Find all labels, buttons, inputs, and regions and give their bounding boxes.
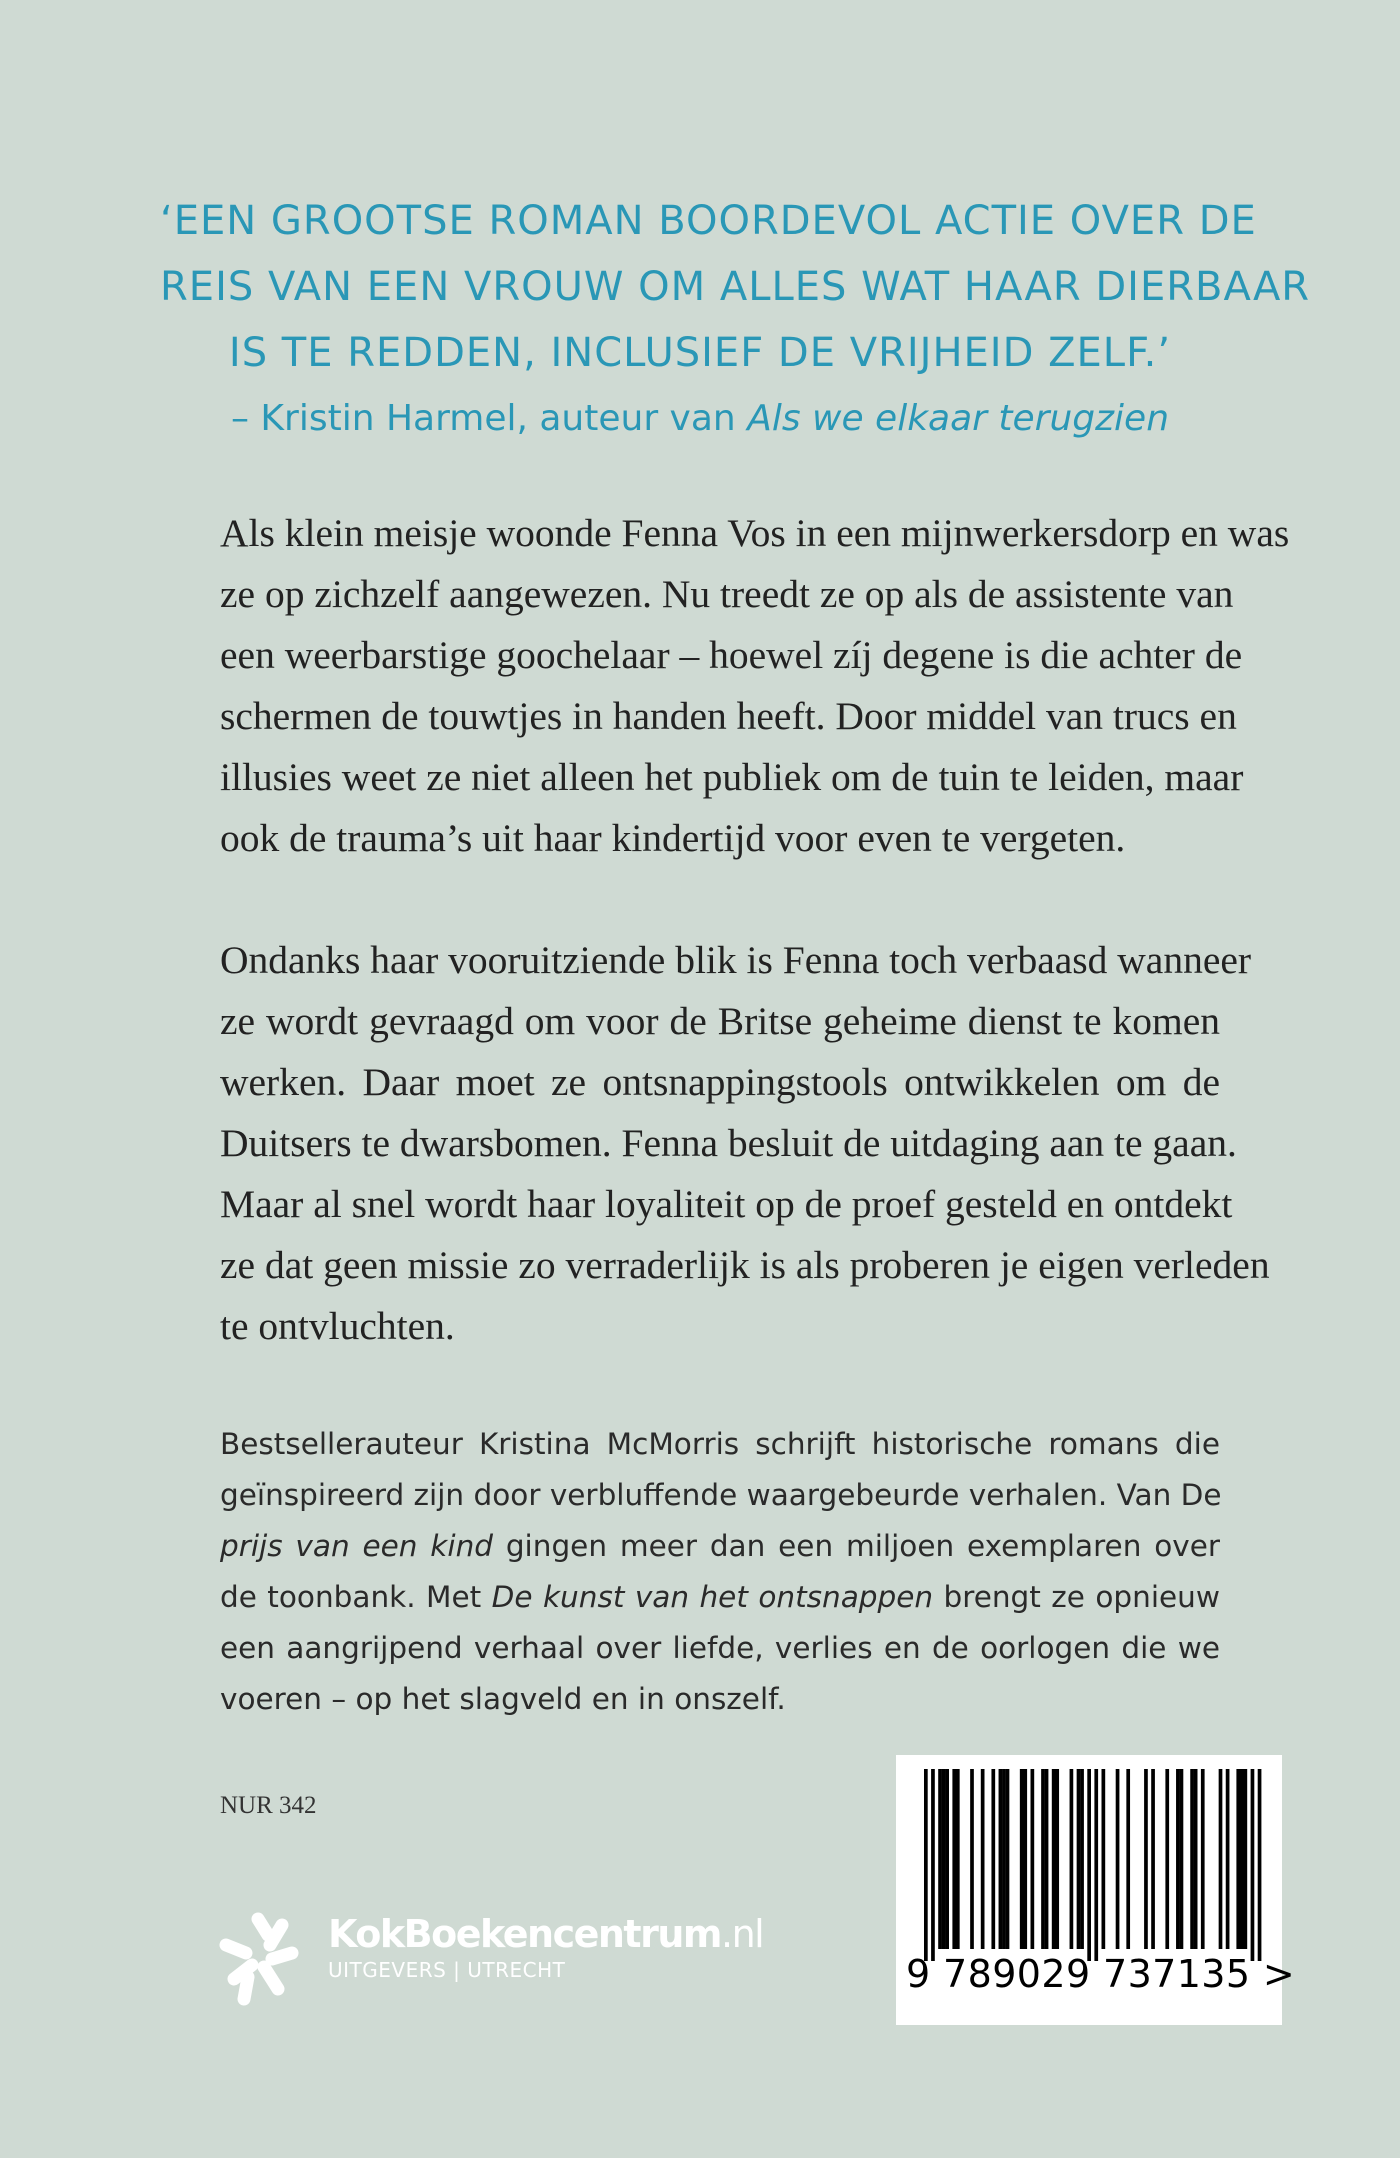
barcode-bar [1151, 1769, 1155, 1949]
quote-attribution [160, 386, 1240, 452]
nur-code: NUR 342 [220, 1792, 317, 1819]
barcode-bar [1055, 1769, 1059, 1949]
barcode-bar [1176, 1769, 1180, 1949]
attribution-book-title: Als we elkaar terugzien [747, 398, 1170, 439]
barcode-bar [981, 1769, 985, 1949]
barcode-bar [945, 1769, 949, 1949]
paragraph-line: ook de trauma’s uit haar kindertijd voor even te vergeten. [220, 816, 1126, 860]
blurb-paragraph-2 [220, 930, 1270, 1357]
barcode-bar [991, 1769, 995, 1949]
barcode-bar [1041, 1769, 1045, 1949]
author-bio [220, 1419, 1220, 1725]
barcode-bar [1002, 1769, 1006, 1949]
bio-book-title: prijs van een kind [220, 1529, 494, 1563]
paragraph-line: Ondanks haar vooruitziende blik is Fenna toch verbaasd wanneer [220, 938, 1252, 982]
publisher-subtitle: UITGEVERS | UTRECHT [328, 1958, 566, 1982]
barcode-bar [1240, 1769, 1244, 1949]
publisher-name-tld: .nl [720, 1912, 764, 1956]
barcode-bar [1023, 1769, 1027, 1949]
barcode-bar [942, 1769, 946, 1949]
bio-book-title: De kunst van het ontsnappen [491, 1580, 934, 1614]
barcode-bar [924, 1769, 928, 1961]
paragraph-line: Als klein meisje woonde Fenna Vos in een mijnwerkersdorp en was [220, 511, 1290, 555]
barcode-bar [1190, 1769, 1194, 1949]
barcode-bar [999, 1769, 1003, 1949]
barcode-bar [1144, 1769, 1148, 1949]
paragraph-line: te ontvluchten. [220, 1304, 455, 1348]
barcode-bar [1070, 1769, 1074, 1949]
barcode-bar [1102, 1769, 1106, 1949]
barcode-bar [1077, 1769, 1081, 1949]
barcode-bar [1080, 1769, 1084, 1949]
bio-line [220, 1521, 1220, 1572]
paragraph-line: schermen de touwtjes in handen heeft. Door middel van trucs en [220, 694, 1237, 738]
barcode-bar [1165, 1769, 1169, 1949]
publisher-name-main: KokBoekencentrum [328, 1912, 721, 1956]
barcode-bar [1251, 1769, 1255, 1961]
attribution-author: – Kristin Harmel, auteur van [230, 398, 748, 439]
paragraph-line: een weerbarstige goochelaar – hoewel zíj degene is die achter de [220, 633, 1243, 677]
quote-line-2: REIS VAN EEN VROUW OM ALLES WAT HAAR DIERBAAR [160, 264, 1311, 310]
barcode-bar [1201, 1769, 1205, 1949]
barcode-bar [1006, 1769, 1010, 1949]
paragraph-line: ze dat geen missie zo verraderlijk is als proberen je eigen verleden [220, 1243, 1270, 1287]
barcode-bar [1094, 1769, 1098, 1961]
barcode-bar [1126, 1769, 1130, 1949]
bio-line: Bestsellerauteur Kristina McMorris schrijft historische romans die [220, 1427, 1220, 1461]
barcode-bar [1244, 1769, 1248, 1949]
cover-quote [160, 188, 1311, 452]
bio-line: geïnspireerd zijn door verbluffende waargebeurde verhalen. Van De [220, 1478, 1222, 1512]
bio-line: voeren – op het slagveld en in onszelf. [220, 1682, 786, 1716]
barcode-bar [1258, 1769, 1262, 1961]
isbn-barcode [896, 1755, 1296, 2025]
quote-line-1: ‘EEN GROOTSE ROMAN BOORDEVOL ACTIE OVER DE [160, 198, 1257, 244]
publisher-logo [328, 1912, 763, 1982]
barcode-bar [931, 1769, 935, 1961]
barcode-bar [952, 1769, 956, 1949]
publisher-name [328, 1912, 763, 1956]
paragraph-line: ze op zichzelf aangewezen. Nu treedt ze op als de assistente van [220, 572, 1234, 616]
bio-text: brengt ze opnieuw [933, 1580, 1220, 1614]
barcode-bar [1020, 1769, 1024, 1949]
paragraph-line: illusies weet ze niet alleen het publiek om de tuin te leiden, maar [220, 755, 1244, 799]
paragraph-line: ze wordt gevraagd om voor de Britse geheime dienst te komen [220, 999, 1220, 1043]
barcode-bar [1045, 1769, 1049, 1949]
barcode-bar [1087, 1769, 1091, 1961]
publisher-logo-icon [212, 1905, 304, 2009]
paragraph-line: Maar al snel wordt haar loyaliteit op de proef gesteld en ontdekt [220, 1182, 1233, 1226]
quote-line-3: IS TE REDDEN, INCLUSIEF DE VRIJHEID ZELF.’ [228, 330, 1172, 376]
barcode-bar [1031, 1769, 1035, 1949]
paragraph-line: Duitsers te dwarsbomen. Fenna besluit de uitdaging aan te gaan. [220, 1121, 1237, 1165]
barcode-bar [1219, 1769, 1223, 1949]
barcode-bar [1226, 1769, 1230, 1949]
barcode-bar [1116, 1769, 1120, 1949]
barcode-bar [1236, 1769, 1240, 1949]
bio-text: de toonbank. Met [220, 1580, 492, 1614]
barcode-bar [956, 1769, 960, 1949]
barcode-bar [1052, 1769, 1056, 1949]
bio-line: een aangrijpend verhaal over liefde, verlies en de oorlogen die we [220, 1631, 1220, 1665]
barcode-bar [1180, 1769, 1184, 1949]
barcode-bar [938, 1769, 942, 1949]
paragraph-line: werken. Daar moet ze ontsnappingstools ontwikkelen om de [220, 1060, 1220, 1104]
barcode-bar [1194, 1769, 1198, 1949]
bio-line [220, 1572, 1220, 1623]
isbn-digits: 9 789029 737135 > [906, 1952, 1296, 1996]
bio-text: gingen meer dan een miljoen exemplaren over [493, 1529, 1220, 1563]
blurb-paragraph-1 [220, 503, 1290, 869]
barcode-bar [970, 1769, 974, 1949]
